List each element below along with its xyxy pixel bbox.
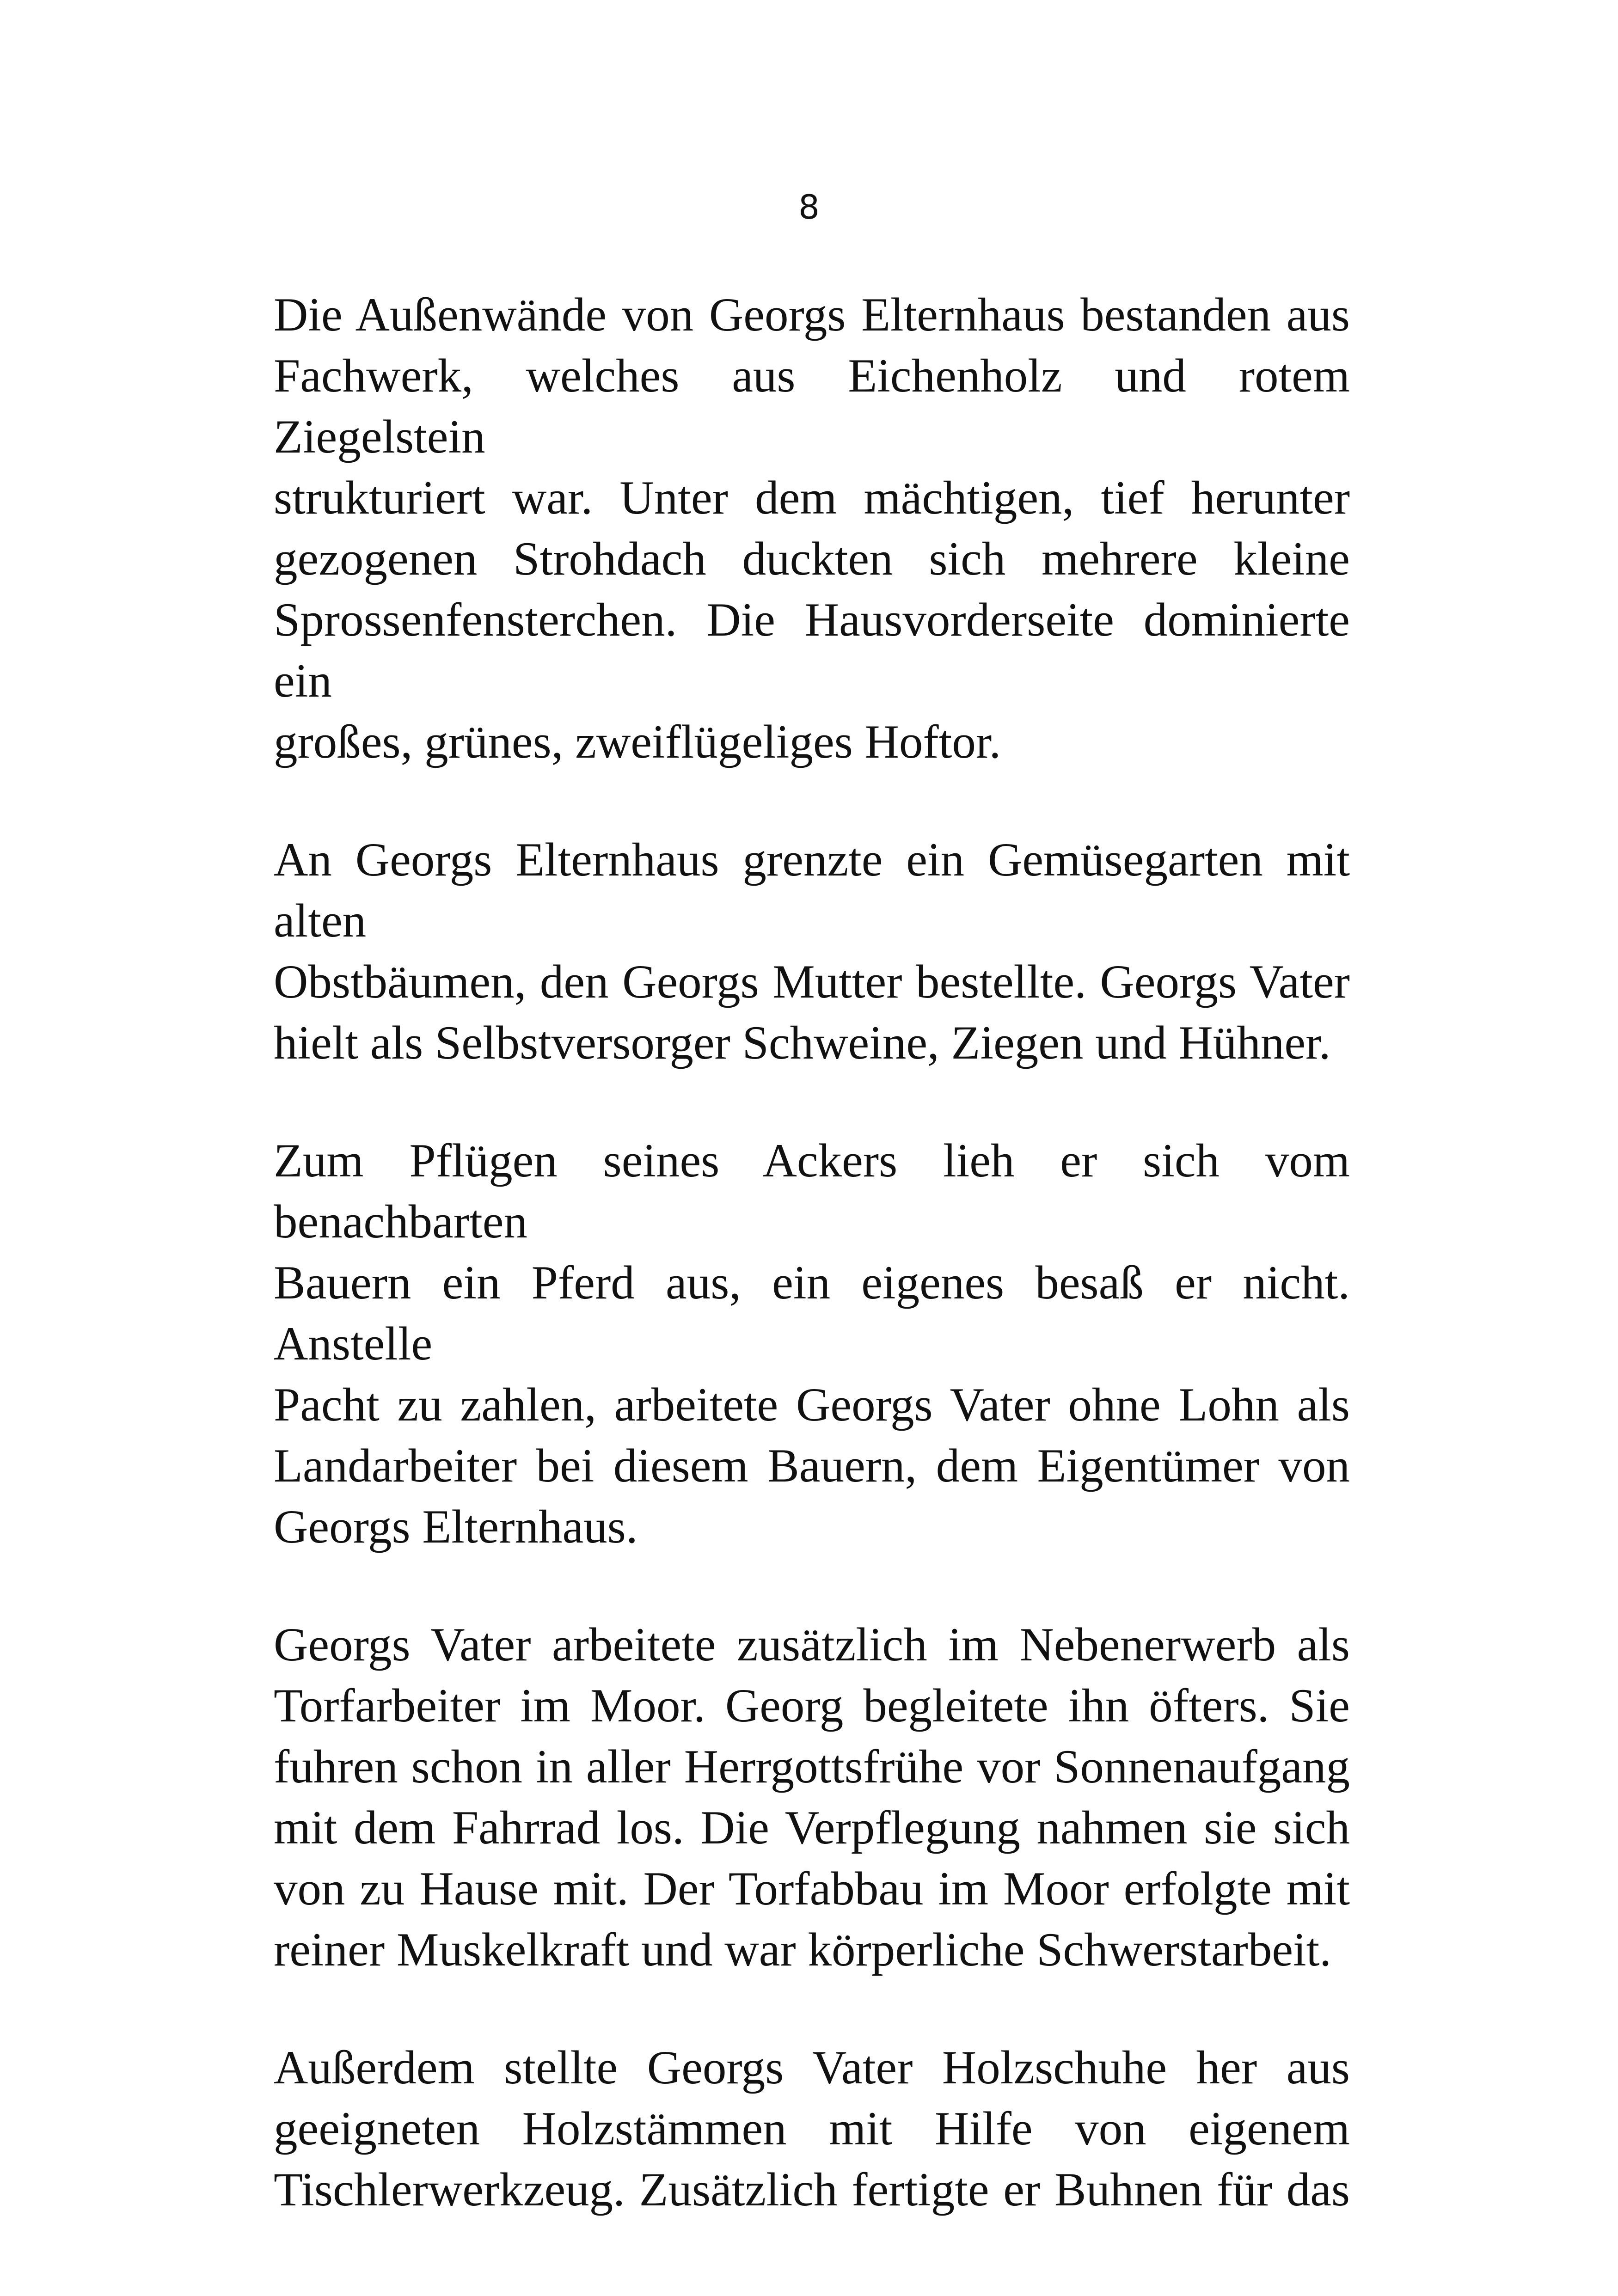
text-line: Die Außenwände von Georgs Elternhaus bestanden aus xyxy=(274,288,1350,341)
text-line: An Georgs Elternhaus grenzte ein Gemüsegarten mit alten xyxy=(274,833,1350,947)
text-line: fuhren schon in aller Herrgottsfrühe vor Sonnenaufgang xyxy=(274,1740,1350,1793)
text-line: Georgs Vater arbeitete zusätzlich im Nebenerwerb als xyxy=(274,1618,1350,1671)
text-line: Obstbäumen, den Georgs Mutter bestellte. Georgs Vater xyxy=(274,955,1350,1008)
paragraph-5 xyxy=(274,2037,1350,2220)
text-line: von zu Hause mit. Der Torfabbau im Moor erfolgte mit xyxy=(274,1862,1350,1915)
text-line: gezogenen Strohdach duckten sich mehrere kleine xyxy=(274,533,1350,585)
text-line: Sprossenfensterchen. Die Hausvorderseite dominierte ein xyxy=(274,594,1350,707)
text-line: Georgs Elternhaus. xyxy=(274,1500,638,1553)
text-line: strukturiert war. Unter dem mächtigen, tief herunter xyxy=(274,471,1350,524)
text-line: großes, grünes, zweiflügeliges Hoftor. xyxy=(274,716,1001,768)
text-body xyxy=(274,284,1350,2277)
text-line: Landarbeiter bei diesem Bauern, dem Eigentümer von xyxy=(274,1439,1350,1492)
paragraph-3 xyxy=(274,1130,1350,1557)
text-line: Tischlerwerkzeug. Zusätzlich fertigte er Buhnen für das xyxy=(274,2163,1350,2216)
page-number: 8 xyxy=(798,188,820,227)
text-line: geeigneten Holzstämmen mit Hilfe von eigenem xyxy=(274,2102,1350,2155)
text-line: reiner Muskelkraft und war körperliche Schwerstarbeit. xyxy=(274,1923,1332,1976)
paragraph-1 xyxy=(274,284,1350,772)
paragraph-4 xyxy=(274,1614,1350,1980)
text-line: Außerdem stellte Georgs Vater Holzschuhe her aus xyxy=(274,2041,1350,2094)
paragraph-2 xyxy=(274,829,1350,1073)
text-line: Pacht zu zahlen, arbeitete Georgs Vater ohne Lohn als xyxy=(274,1378,1350,1431)
text-line: Zum Pflügen seines Ackers lieh er sich vom benachbarten xyxy=(274,1134,1350,1248)
text-line: Bauern ein Pferd aus, ein eigenes besaß er nicht. Anstelle xyxy=(274,1256,1350,1370)
text-line: Torfarbeiter im Moor. Georg begleitete ihn öfters. Sie xyxy=(274,1679,1350,1732)
text-line: mit dem Fahrrad los. Die Verpflegung nahmen sie sich xyxy=(274,1801,1350,1854)
text-line: hielt als Selbstversorger Schweine, Ziegen und Hühner. xyxy=(274,1016,1331,1069)
text-line: Fachwerk, welches aus Eichenholz und rotem Ziegelstein xyxy=(274,349,1350,463)
